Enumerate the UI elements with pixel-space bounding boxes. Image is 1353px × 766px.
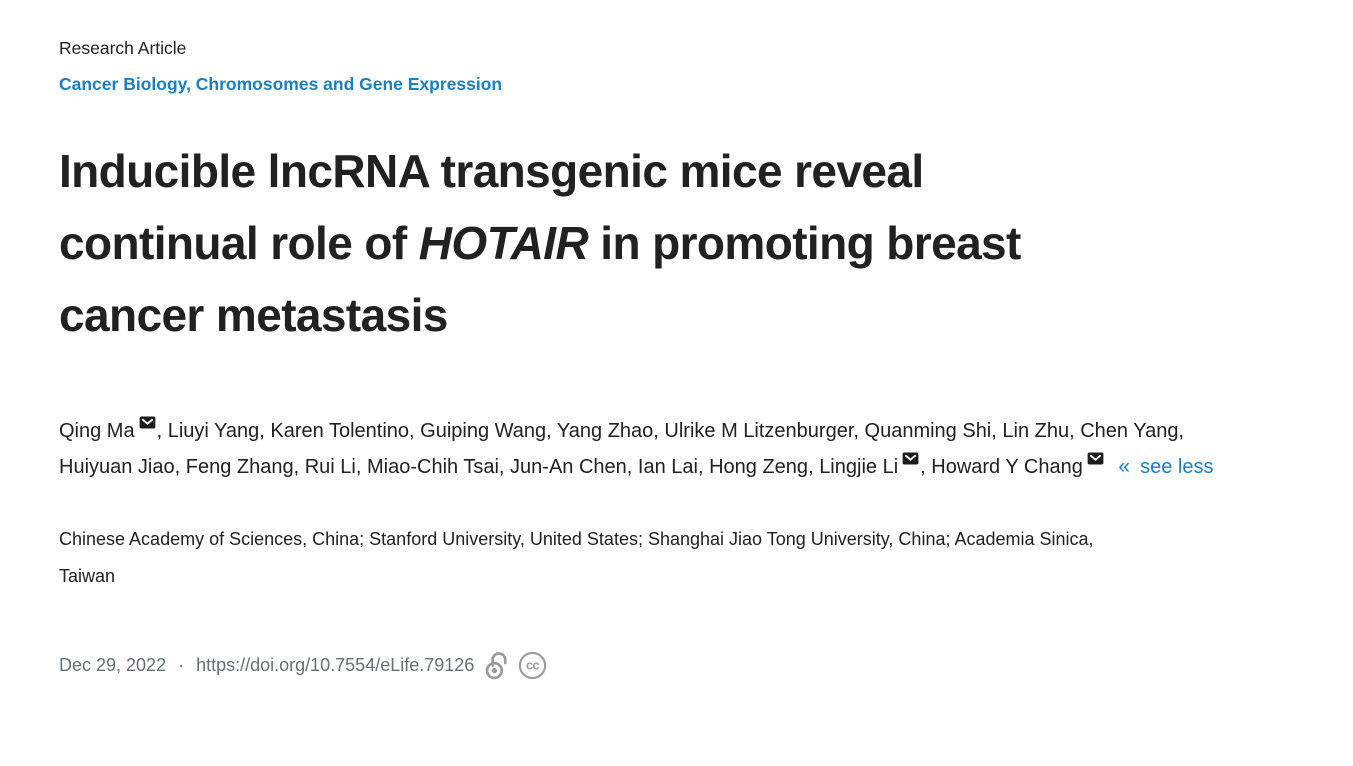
author-name: Lin Zhu [1002,420,1070,442]
subject-area-link[interactable]: Cancer Biology, Chromosomes and Gene Expression [59,74,503,94]
separator-dot: · [178,655,185,675]
see-less-link[interactable]: see less [1140,456,1214,478]
author-name: Chen Yang [1080,420,1179,442]
title-line-1: Inducible lncRNA transgenic mice reveal [59,145,924,197]
collapse-chevrons: « [1118,455,1131,478]
author-name: Ian Lai [637,456,698,478]
author-name: Feng Zhang [185,456,294,478]
article-title [59,135,1309,351]
meta-row [59,650,1309,680]
envelope-icon[interactable] [1087,452,1104,465]
envelope-icon[interactable] [902,452,919,465]
affiliations-line-1: Chinese Academy of Sciences, China; Stanford University, United States; Shanghai Jiao Tong University, China; Academia Sinica, [59,529,1094,549]
author-name: Karen Tolentino [270,420,410,442]
author-name: Quanming Shi [864,420,992,442]
publish-date: Dec 29, 2022 [59,655,167,675]
author-name: Huiyuan Jiao [59,456,175,478]
open-access-lock-icon[interactable] [484,650,510,680]
kicker [59,30,1309,102]
author-name: Ulrike M Litzenburger [664,420,854,442]
author-name: Hong Zeng [709,456,809,478]
affiliations-line-2: Taiwan [59,566,116,586]
author-name: Miao-Chih Tsai [367,456,499,478]
title-line-3: cancer metastasis [59,289,448,341]
gene-name-italic: HOTAIR [418,217,589,269]
author-name: Yang Zhao [556,420,654,442]
cc-letters: cc [526,658,540,673]
author-name: Rui Li [304,456,356,478]
author-name: Lingjie Li [819,456,899,478]
author-name: Guiping Wang [420,420,547,442]
author-name: Jun-An Chen [510,456,627,478]
author-name: Liuyi Yang [167,420,260,442]
cc-license-icon[interactable] [518,651,547,680]
envelope-icon[interactable] [139,416,156,429]
author-name: Howard Y Chang [931,456,1083,478]
affiliations [59,521,1309,595]
author-list: Qing Ma , Liuyi Yang, Karen Tolentino, Guiping Wang, Yang Zhao, Ulrike M Litzenburger, Quanming Shi, Lin Zhu, Chen Yang, Huiyuan Jiao, Feng Zhang, Rui Li, Miao-Chih Tsai, Jun-An Chen, Ian Lai, Hong Zeng, Lingjie Li , Howard Y Chang « see less [59,413,1305,485]
article-type-label: Research Article [59,38,187,58]
author-name: Qing Ma [59,420,135,442]
title-line-2: continual role of HOTAIR in promoting breast [59,217,1021,269]
doi-link[interactable]: https://doi.org/10.7554/eLife.79126 [196,655,475,675]
